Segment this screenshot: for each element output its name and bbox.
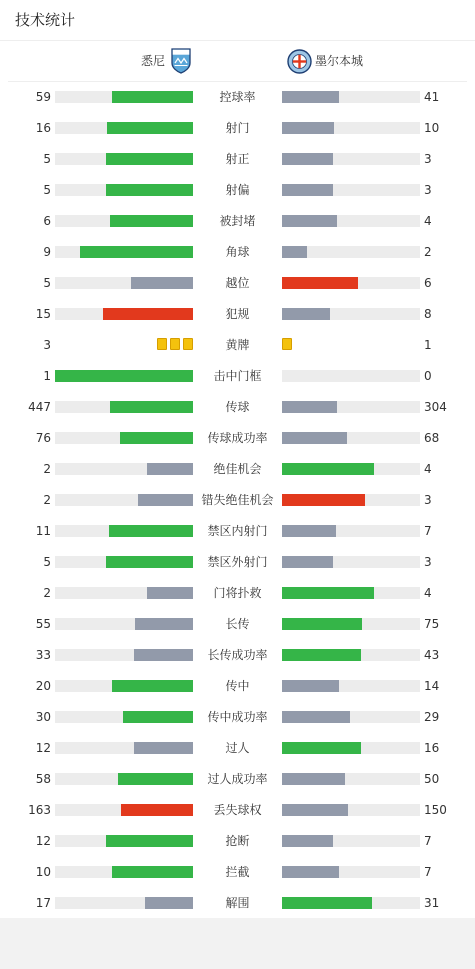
stat-row (0, 547, 475, 578)
stat-label: 犯规 (225, 307, 250, 321)
away-value: 31 (424, 896, 440, 910)
away-value: 43 (424, 648, 440, 662)
stat-label: 射门 (225, 121, 250, 135)
stat-row (0, 299, 475, 330)
stats-list (0, 82, 475, 919)
away-value: 6 (424, 276, 432, 290)
home-bar (123, 711, 193, 723)
away-value: 7 (424, 865, 432, 879)
home-bar-track (55, 308, 193, 320)
away-bar (282, 401, 337, 413)
home-value: 55 (35, 617, 51, 631)
away-bar (282, 649, 361, 661)
melbourne-city-crest-icon (287, 49, 312, 74)
away-bar (282, 153, 333, 165)
away-bar-track (282, 835, 420, 847)
home-value: 2 (43, 493, 51, 507)
stat-row (0, 578, 475, 609)
home-bar (134, 742, 193, 754)
stat-label: 解围 (225, 896, 250, 910)
stat-row (0, 175, 475, 206)
home-bar (110, 215, 193, 227)
home-value: 76 (35, 431, 51, 445)
home-bar (135, 618, 193, 630)
away-bar-track (282, 897, 420, 909)
stat-label: 射偏 (225, 183, 250, 197)
away-bar-track (282, 122, 420, 134)
home-bar-track (55, 184, 193, 196)
stat-row (0, 795, 475, 826)
home-bar-track (55, 773, 193, 785)
away-bar (282, 184, 333, 196)
away-team[interactable] (287, 48, 363, 74)
away-value: 1 (424, 338, 432, 352)
home-value: 5 (43, 555, 51, 569)
stat-label: 禁区内射门 (207, 524, 268, 538)
away-bar (282, 122, 334, 134)
home-bar-track (55, 215, 193, 227)
stat-row (0, 392, 475, 423)
away-bar (282, 804, 348, 816)
away-bar (282, 866, 339, 878)
away-value: 304 (424, 400, 447, 414)
home-value: 447 (28, 400, 51, 414)
home-bar-track (55, 711, 193, 723)
away-yellow-cards (282, 338, 292, 352)
stat-row (0, 144, 475, 175)
yellow-card-icon (183, 338, 193, 350)
stat-row (0, 857, 475, 888)
stat-label: 过人 (225, 741, 250, 755)
home-bar (134, 649, 193, 661)
home-value: 15 (35, 307, 51, 321)
away-value: 3 (424, 183, 432, 197)
stat-label: 禁区外射门 (207, 555, 268, 569)
home-bar-track (55, 525, 193, 537)
home-value: 10 (35, 865, 51, 879)
away-bar (282, 680, 339, 692)
stat-label: 黄牌 (225, 338, 250, 352)
home-bar (121, 804, 193, 816)
away-value: 75 (424, 617, 440, 631)
stat-row (0, 640, 475, 671)
away-value: 4 (424, 586, 432, 600)
away-value: 10 (424, 121, 440, 135)
away-bar-track (282, 742, 420, 754)
home-bar (112, 680, 193, 692)
home-bar-track (55, 866, 193, 878)
stat-row (0, 671, 475, 702)
stat-label: 传中 (225, 679, 250, 693)
home-yellow-cards (157, 338, 193, 352)
home-value: 6 (43, 214, 51, 228)
away-bar (282, 587, 374, 599)
away-value: 50 (424, 772, 440, 786)
stat-row (0, 702, 475, 733)
home-bar-track (55, 649, 193, 661)
away-value: 7 (424, 834, 432, 848)
home-bar-track (55, 277, 193, 289)
home-bar-track (55, 370, 193, 382)
away-value: 7 (424, 524, 432, 538)
away-value: 3 (424, 493, 432, 507)
stat-label: 射正 (225, 152, 250, 166)
home-bar-track (55, 680, 193, 692)
away-value: 29 (424, 710, 440, 724)
home-bar-track (55, 463, 193, 475)
away-bar-track (282, 463, 420, 475)
away-bar-track (282, 649, 420, 661)
stat-row (0, 764, 475, 795)
home-value: 17 (35, 896, 51, 910)
away-bar (282, 277, 358, 289)
away-bar (282, 711, 350, 723)
stat-row (0, 237, 475, 268)
home-value: 20 (35, 679, 51, 693)
away-bar-track (282, 91, 420, 103)
stat-row (0, 826, 475, 857)
home-bar (120, 432, 193, 444)
away-value: 68 (424, 431, 440, 445)
home-bar (138, 494, 193, 506)
home-bar (112, 91, 193, 103)
away-bar-track (282, 711, 420, 723)
home-bar (106, 153, 193, 165)
stat-row (0, 206, 475, 237)
away-value: 0 (424, 369, 432, 383)
away-bar-track (282, 525, 420, 537)
away-value: 2 (424, 245, 432, 259)
away-value: 3 (424, 152, 432, 166)
away-bar (282, 463, 374, 475)
away-bar-track (282, 866, 420, 878)
home-bar (112, 866, 193, 878)
away-value: 4 (424, 462, 432, 476)
stat-row (0, 733, 475, 764)
stat-label: 越位 (225, 276, 250, 290)
away-bar-track (282, 308, 420, 320)
sydney-fc-crest-icon (170, 48, 192, 74)
stat-row (0, 516, 475, 547)
away-bar (282, 432, 347, 444)
away-bar-track (282, 153, 420, 165)
away-value: 41 (424, 90, 440, 104)
home-bar (80, 246, 193, 258)
home-value: 3 (43, 338, 51, 352)
stat-row (0, 361, 475, 392)
stat-label: 传球成功率 (207, 431, 268, 445)
home-bar (106, 556, 193, 568)
home-bar-track (55, 618, 193, 630)
stat-row (0, 268, 475, 299)
away-bar-track (282, 680, 420, 692)
away-bar (282, 556, 333, 568)
stat-label: 被封堵 (219, 214, 256, 228)
away-bar (282, 742, 361, 754)
home-bar-track (55, 122, 193, 134)
home-bar-track (55, 91, 193, 103)
home-value: 163 (28, 803, 51, 817)
home-team[interactable] (141, 48, 192, 74)
stat-label: 门将扑救 (213, 586, 262, 600)
home-value: 5 (43, 183, 51, 197)
home-bar (106, 835, 193, 847)
away-bar (282, 494, 365, 506)
home-value: 58 (35, 772, 51, 786)
home-bar (110, 401, 193, 413)
home-value: 2 (43, 586, 51, 600)
home-value: 12 (35, 741, 51, 755)
home-bar (107, 122, 193, 134)
home-value: 5 (43, 152, 51, 166)
away-value: 4 (424, 214, 432, 228)
away-bar (282, 308, 330, 320)
home-value: 1 (43, 369, 51, 383)
away-bar-track (282, 494, 420, 506)
away-bar-track (282, 184, 420, 196)
home-value: 11 (35, 524, 51, 538)
home-bar-track (55, 432, 193, 444)
away-bar-track (282, 432, 420, 444)
stat-label: 传中成功率 (207, 710, 268, 724)
stat-label: 角球 (225, 245, 250, 259)
home-bar (118, 773, 193, 785)
home-value: 12 (35, 834, 51, 848)
stat-row (0, 485, 475, 516)
home-bar-track (55, 556, 193, 568)
stat-row (0, 888, 475, 919)
yellow-card-icon (282, 338, 292, 350)
stat-row (0, 454, 475, 485)
away-bar (282, 835, 333, 847)
home-value: 2 (43, 462, 51, 476)
home-bar-track (55, 897, 193, 909)
home-bar-track (55, 835, 193, 847)
stat-label: 拦截 (225, 865, 250, 879)
home-value: 59 (35, 90, 51, 104)
stat-label: 控球率 (219, 90, 256, 104)
home-bar-track (55, 246, 193, 258)
away-bar (282, 91, 339, 103)
away-bar-track (282, 587, 420, 599)
stat-label: 错失绝佳机会 (201, 493, 274, 507)
away-bar-track (282, 277, 420, 289)
home-bar-track (55, 494, 193, 506)
home-value: 16 (35, 121, 51, 135)
away-bar (282, 618, 362, 630)
away-bar-track (282, 246, 420, 258)
home-bar-track (55, 153, 193, 165)
yellow-card-icon (170, 338, 180, 350)
home-bar (145, 897, 193, 909)
home-team-name: 悉尼 (141, 54, 166, 68)
stat-label: 传球 (225, 400, 250, 414)
away-value: 8 (424, 307, 432, 321)
away-value: 16 (424, 741, 440, 755)
home-value: 33 (35, 648, 51, 662)
stat-row (0, 423, 475, 454)
home-bar (109, 525, 193, 537)
title-divider (0, 40, 475, 41)
home-bar (147, 587, 193, 599)
away-bar-track (282, 804, 420, 816)
stat-label: 长传 (225, 617, 250, 631)
stat-label: 击中门框 (213, 369, 262, 383)
home-bar (131, 277, 193, 289)
home-bar (55, 370, 193, 382)
away-bar (282, 246, 307, 258)
away-bar-track (282, 370, 420, 382)
away-value: 150 (424, 803, 447, 817)
away-bar (282, 773, 345, 785)
away-bar (282, 215, 337, 227)
stat-label: 丢失球权 (213, 803, 262, 817)
home-bar (103, 308, 193, 320)
away-bar-track (282, 401, 420, 413)
stat-label: 绝佳机会 (213, 462, 262, 476)
section-title: 技术统计 (15, 11, 76, 29)
away-bar-track (282, 773, 420, 785)
away-team-name: 墨尔本城 (315, 54, 364, 68)
home-bar-track (55, 804, 193, 816)
away-bar (282, 897, 372, 909)
yellow-card-icon (157, 338, 167, 350)
stat-row (0, 113, 475, 144)
stat-row (0, 330, 475, 361)
home-bar-track (55, 587, 193, 599)
stat-row (0, 609, 475, 640)
home-bar-track (55, 742, 193, 754)
away-bar-track (282, 618, 420, 630)
stat-label: 抢断 (225, 834, 250, 848)
stat-label: 长传成功率 (207, 648, 268, 662)
stat-row (0, 82, 475, 113)
away-value: 3 (424, 555, 432, 569)
home-bar (106, 184, 193, 196)
home-bar (147, 463, 193, 475)
home-value: 30 (35, 710, 51, 724)
away-bar-track (282, 215, 420, 227)
home-value: 9 (43, 245, 51, 259)
home-bar-track (55, 401, 193, 413)
home-value: 5 (43, 276, 51, 290)
away-bar (282, 525, 336, 537)
away-value: 14 (424, 679, 440, 693)
stat-label: 过人成功率 (207, 772, 268, 786)
away-bar-track (282, 556, 420, 568)
